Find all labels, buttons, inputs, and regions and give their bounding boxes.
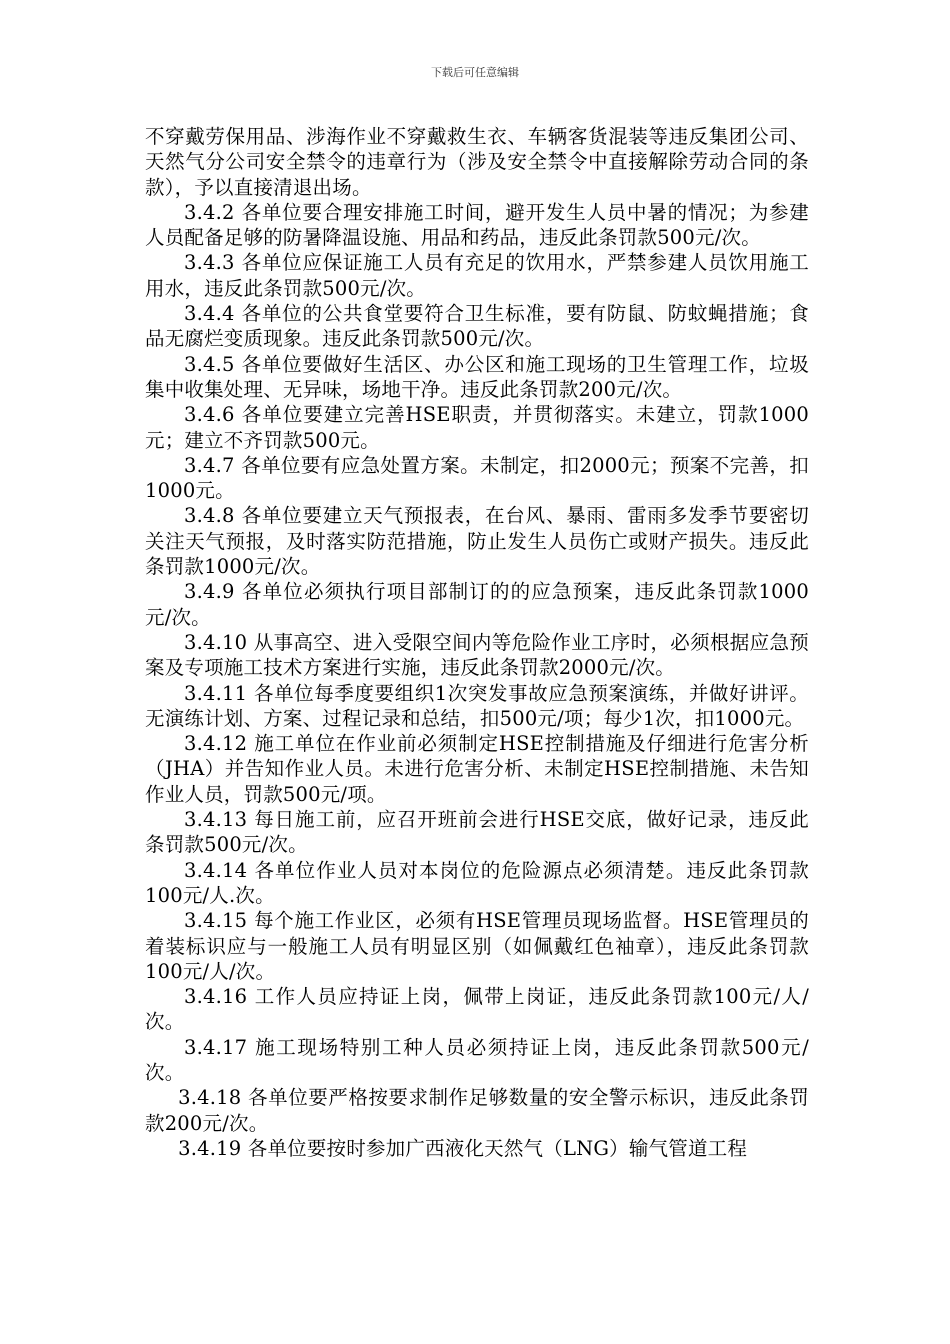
paragraph-3-4-3: 3.4.3 各单位应保证施工人员有充足的饮用水，严禁参建人员饮用施工用水，违反此条罚款500元/次。 xyxy=(145,251,809,300)
paragraph-3-4-10: 3.4.10 从事高空、进入受限空间内等危险作业工序时，必须根据应急预案及专项施工技术方案进行实施，违反此条罚款2000元/次。 xyxy=(145,630,809,680)
page-header: 下载后可任意编辑 xyxy=(431,66,519,79)
paragraph-3-4-5: 3.4.5 各单位要做好生活区、办公区和施工现场的卫生管理工作，垃圾集中收集处理、无异味，场地干净。违反此条罚款200元/次。 xyxy=(145,352,809,401)
paragraph-3-4-13: 3.4.13 每日施工前，应召开班前会进行HSE交底，做好记录，违反此条罚款500元/次。 xyxy=(145,808,809,857)
paragraph-3-4-12: 3.4.12 施工单位在作业前必须制定HSE控制措施及仔细进行危害分析（JHA）并告知作业人员。未进行危害分析、未制定HSE控制措施、未告知作业人员，罚款500元/项。 xyxy=(145,732,809,806)
document-body xyxy=(145,124,809,1161)
paragraph-3-4-17: 3.4.17 施工现场特别工种人员必须持证上岗，违反此条罚款500元/次。 xyxy=(145,1035,809,1084)
paragraph-3-4-4: 3.4.4 各单位的公共食堂要符合卫生标准，要有防鼠、防蚊蝇措施；食品无腐烂变质现象。违反此条罚款500元/次。 xyxy=(145,302,809,351)
paragraph-continuation: 不穿戴劳保用品、涉海作业不穿戴救生衣、车辆客货混装等违反集团公司、天然气分公司安全禁令的违章行为（涉及安全禁令中直接解除劳动合同的条款），予以直接清退出场。 xyxy=(145,125,809,199)
paragraph-3-4-15: 3.4.15 每个施工作业区，必须有HSE管理员现场监督。HSE管理员的着装标识应与一般施工人员有明显区别（如佩戴红色袖章），违反此条罚款100元/人/次。 xyxy=(145,909,809,983)
paragraph-3-4-2: 3.4.2 各单位要合理安排施工时间，避开发生人员中暑的情况；为参建人员配备足够的防暑降温设施、用品和药品，违反此条罚款500元/次。 xyxy=(145,200,809,250)
paragraph-3-4-18: 3.4.18 各单位要严格按要求制作足够数量的安全警示标识，违反此条罚款200元/次。 xyxy=(145,1086,809,1135)
paragraph-3-4-7: 3.4.7 各单位要有应急处置方案。未制定，扣2000元；预案不完善，扣1000元。 xyxy=(145,453,809,503)
paragraph-3-4-11: 3.4.11 各单位每季度要组织1次突发事故应急预案演练，并做好讲评。无演练计划、方案、过程记录和总结，扣500元/项；每少1次，扣1000元。 xyxy=(145,681,809,730)
paragraph-3-4-16: 3.4.16 工作人员应持证上岗，佩带上岗证，违反此条罚款100元/人/次。 xyxy=(145,985,809,1034)
paragraph-3-4-19: 3.4.19 各单位要按时参加广西液化天然气（LNG）输气管道工程 xyxy=(178,1136,748,1160)
paragraph-3-4-6: 3.4.6 各单位要建立完善HSE职责，并贯彻落实。未建立，罚款1000元；建立不齐罚款500元。 xyxy=(145,403,809,452)
paragraph-3-4-8: 3.4.8 各单位要建立天气预报表，在台风、暴雨、雷雨多发季节要密切关注天气预报，及时落实防范措施，防止发生人员伤亡或财产损失。违反此条罚款1000元/次。 xyxy=(145,504,809,579)
paragraph-3-4-9: 3.4.9 各单位必须执行项目部制订的的应急预案，违反此条罚款1000元/次。 xyxy=(145,580,809,629)
paragraph-3-4-14: 3.4.14 各单位作业人员对本岗位的危险源点必须清楚。违反此条罚款100元/人.次。 xyxy=(145,858,809,907)
